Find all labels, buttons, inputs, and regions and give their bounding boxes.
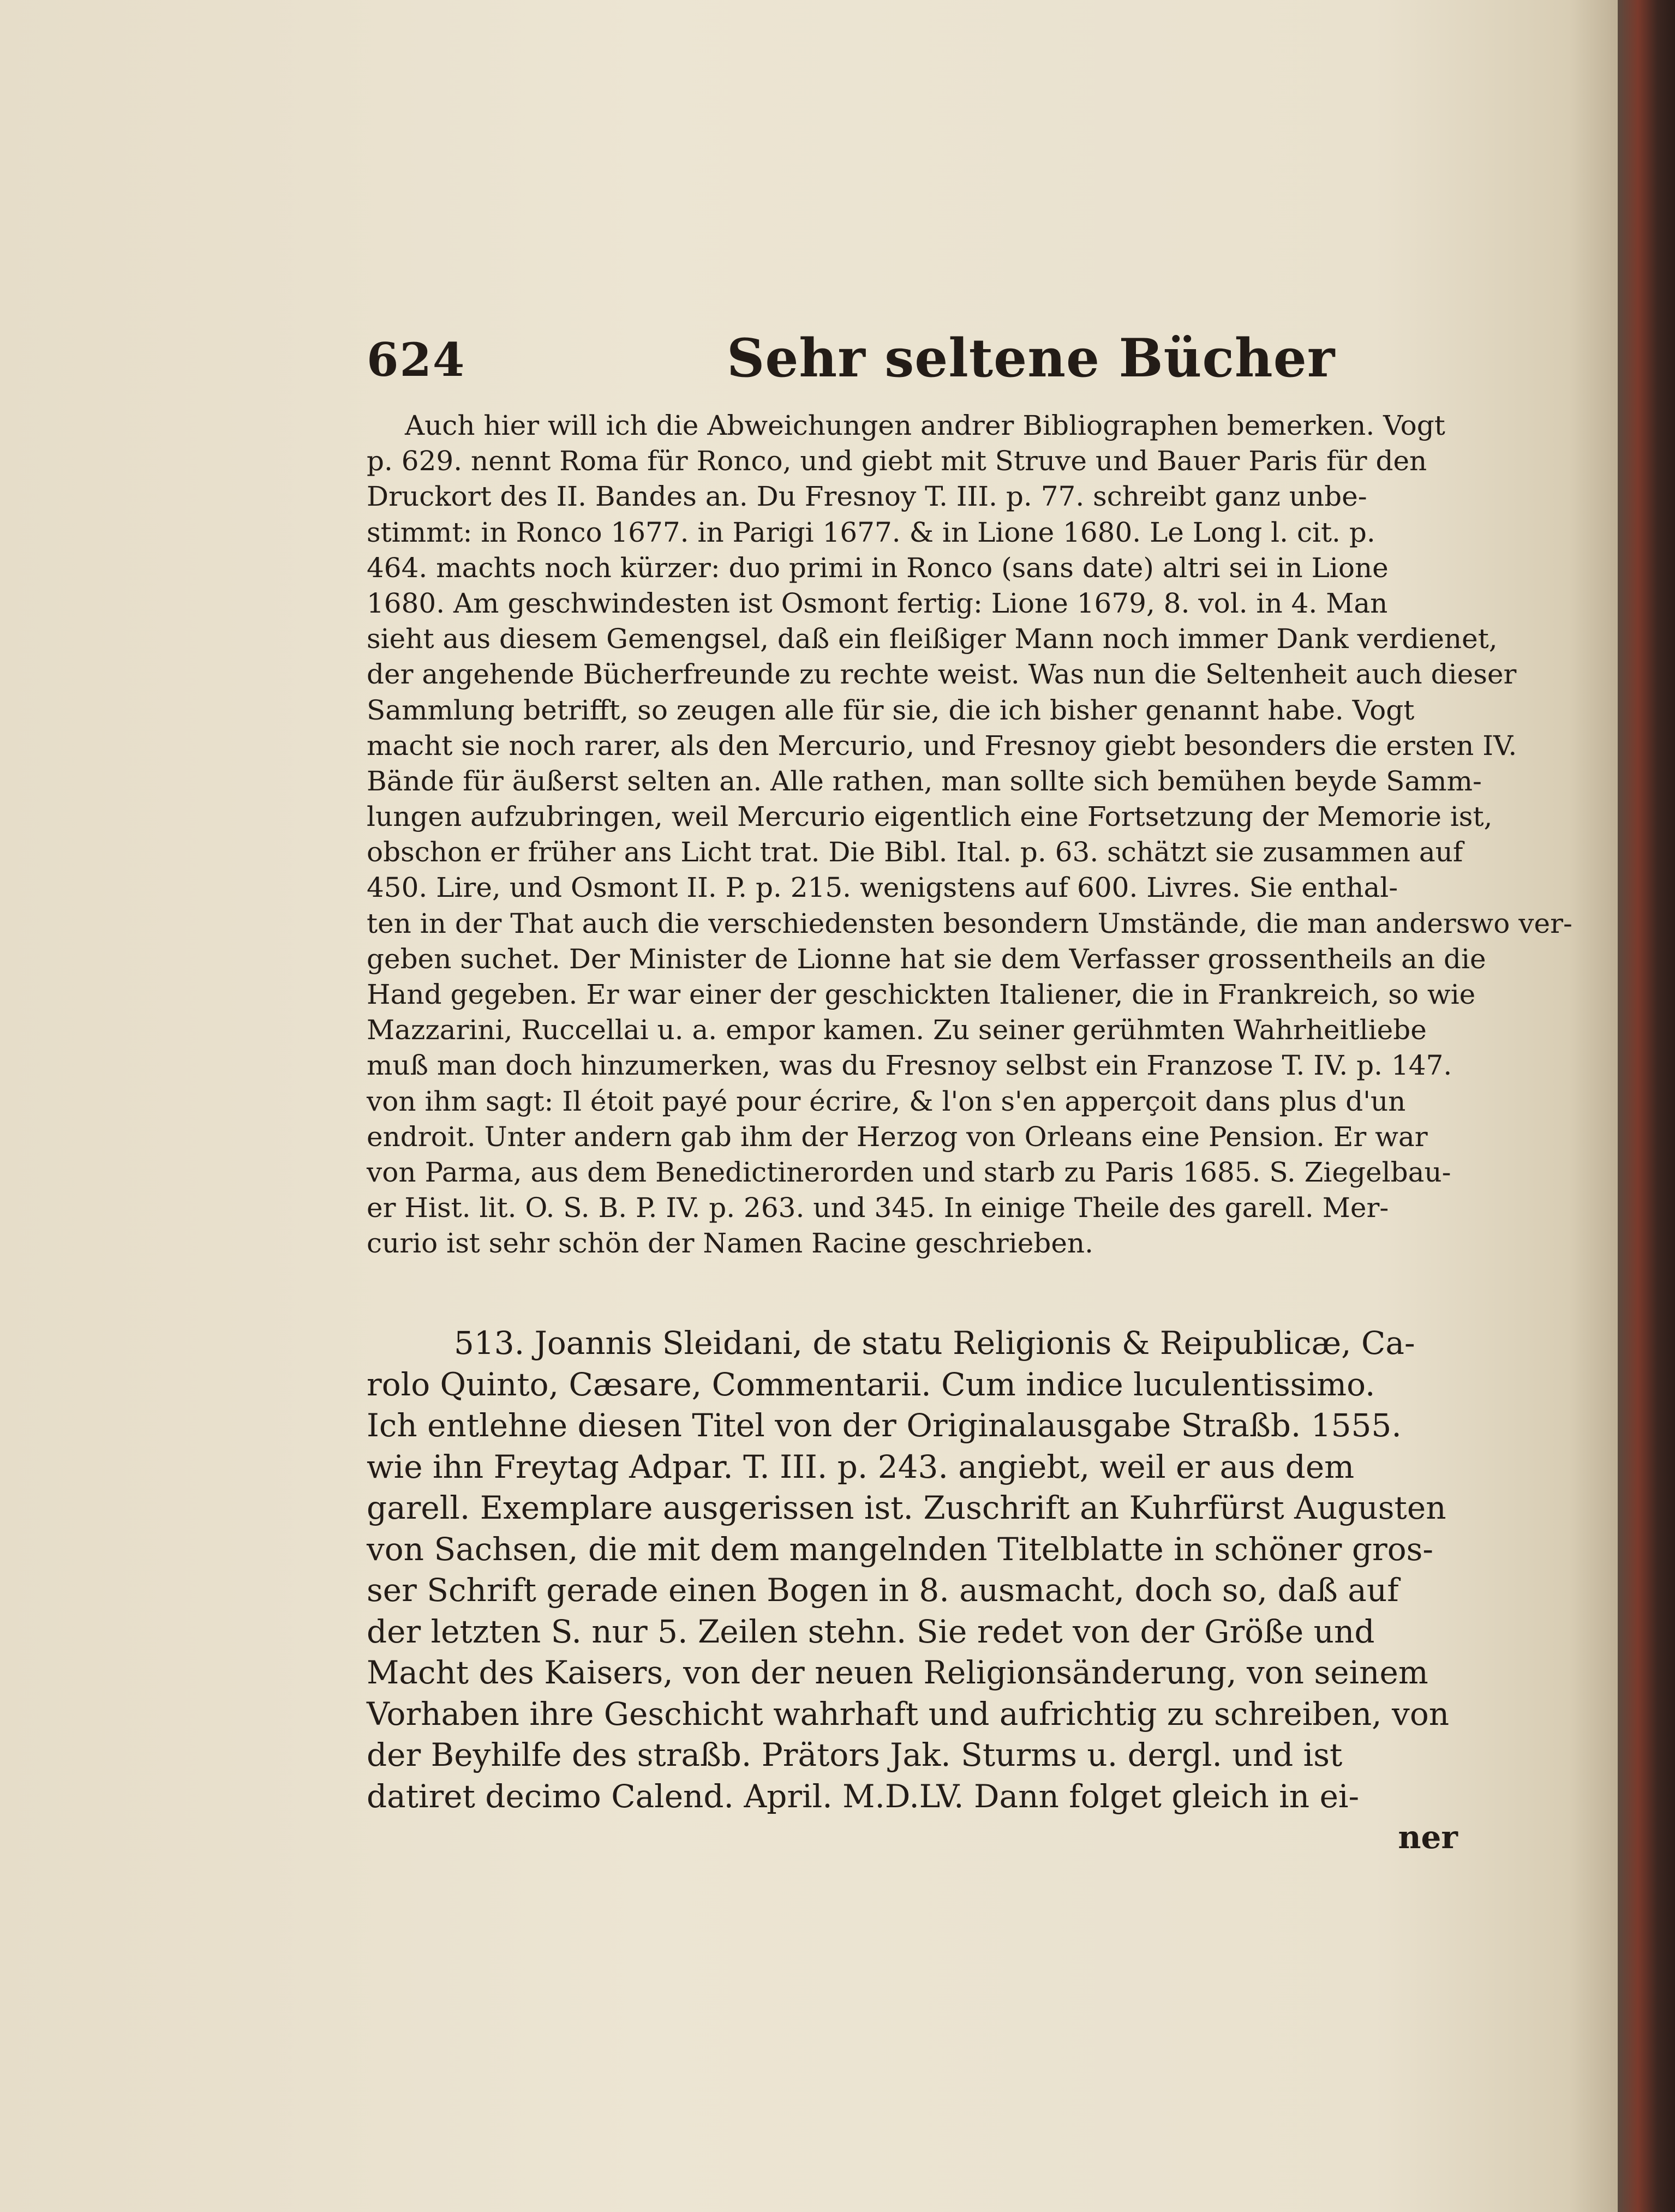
text-line: Hand gegeben. Er war einer der geschickten Italiener, die in Frankreich, so wie [367,979,1476,1010]
text-line: 464. machts noch kürzer: duo primi in Ronco (sans date) altri sei in Lione [367,551,1389,584]
text-line: 513. Joannis Sleidani, de statu Religionis & Reipublicæ, Ca- [454,1324,1415,1362]
text-line: datiret decimo Calend. April. M.D.LV. Dann folget gleich in ei- [367,1777,1360,1815]
text-line: Mazzarini, Ruccellai u. a. empor kamen. Zu seiner gerühmten Wahrheitliebe [367,1014,1427,1046]
text-line: 450. Lire, und Osmont II. P. p. 215. wenigstens auf 600. Livres. Sie enthal- [367,872,1398,904]
text-line: der letzten S. nur 5. Zeilen stehn. Sie redet von der Größe und [367,1612,1375,1650]
text-line: Vorhaben ihre Geschicht wahrhaft und aufrichtig zu schreiben, von [367,1695,1450,1733]
text-line: geben suchet. Der Minister de Lionne hat sie dem Verfasser grossentheils an die [367,943,1486,975]
text-line: 1680. Am geschwindesten ist Osmont fertig: Lione 1679, 8. vol. in 4. Man [367,587,1388,619]
text-line: rolo Quinto, Cæsare, Commentarii. Cum indice luculentissimo. [367,1365,1375,1403]
text-line: lungen aufzubringen, weil Mercurio eigentlich eine Fortsetzung der Memorie ist, [367,801,1493,833]
text-line: wie ihn Freytag Adpar. T. III. p. 243. angiebt, weil er aus dem [367,1448,1355,1485]
text-line: Auch hier will ich die Abweichungen andrer Bibliographen bemerken. Vogt [405,410,1445,441]
catchword: ner [1398,1819,1458,1856]
text-line: stimmt: in Ronco 1677. in Parigi 1677. & in Lione 1680. Le Long l. cit. p. [367,516,1375,548]
page-number: 624 [367,333,466,387]
text-line: Ich entlehne diesen Titel von der Originalausgabe Straßb. 1555. [367,1407,1402,1444]
text-line: er Hist. lit. O. S. B. P. IV. p. 263. und 345. In einige Theile des garell. Mer- [367,1192,1389,1224]
text-line: Bände für äußerst selten an. Alle rathen, man sollte sich bemühen beyde Samm- [367,765,1482,797]
running-head: Sehr seltene Bücher [727,327,1336,389]
text-line: macht sie noch rarer, als den Mercurio, und Fresnoy giebt besonders die ersten IV. [367,729,1517,762]
text-line: Sammlung betrifft, so zeugen alle für sie, die ich bisher genannt habe. Vogt [367,694,1415,726]
text-line: obschon er früher ans Licht trat. Die Bibl. Ital. p. 63. schätzt sie zusammen auf [367,836,1463,868]
book-spine [1618,0,1675,2212]
text-line: von ihm sagt: Il étoit payé pour écrire, & l'on s'en apperçoit dans plus d'un [367,1085,1406,1117]
page-header [367,322,1480,393]
text-line: ten in der That auch die verschiedensten besondern Umstände, die man anderswo ver- [367,907,1572,939]
paragraph-1 [367,408,1572,1262]
paragraph-2 [367,1323,1480,1859]
text-line: Macht des Kaisers, von der neuen Religionsänderung, von seinem [367,1654,1428,1691]
text-line: der angehende Bücherfreunde zu rechte weist. Was nun die Seltenheit auch dieser [367,658,1517,691]
text-line: muß man doch hinzumerken, was du Fresnoy selbst ein Franzose T. IV. p. 147. [367,1050,1452,1082]
text-line: endroit. Unter andern gab ihm der Herzog von Orleans eine Pension. Er war [367,1120,1428,1153]
text-line: Druckort des II. Bandes an. Du Fresnoy T. III. p. 77. schreibt ganz unbe- [367,481,1367,513]
text-line: p. 629. nennt Roma für Ronco, und giebt mit Struve und Bauer Paris für den [367,445,1427,477]
text-line: der Beyhilfe des straßb. Prätors Jak. Sturms u. dergl. und ist [367,1736,1343,1773]
text-line: von Parma, aus dem Benedictinerorden und starb zu Paris 1685. S. Ziegelbau- [367,1156,1451,1188]
text-line: von Sachsen, die mit dem mangelnden Titelblatte in schöner gros- [367,1530,1433,1568]
text-line: ser Schrift gerade einen Bogen in 8. ausmacht, doch so, daß auf [367,1572,1399,1609]
text-line: sieht aus diesem Gemengsel, daß ein fleißiger Mann noch immer Dank verdienet, [367,623,1498,655]
text-line: garell. Exemplare ausgerissen ist. Zuschrift an Kuhrfürst Augusten [367,1489,1446,1526]
text-line: curio ist sehr schön der Namen Racine geschrieben. [367,1227,1094,1260]
